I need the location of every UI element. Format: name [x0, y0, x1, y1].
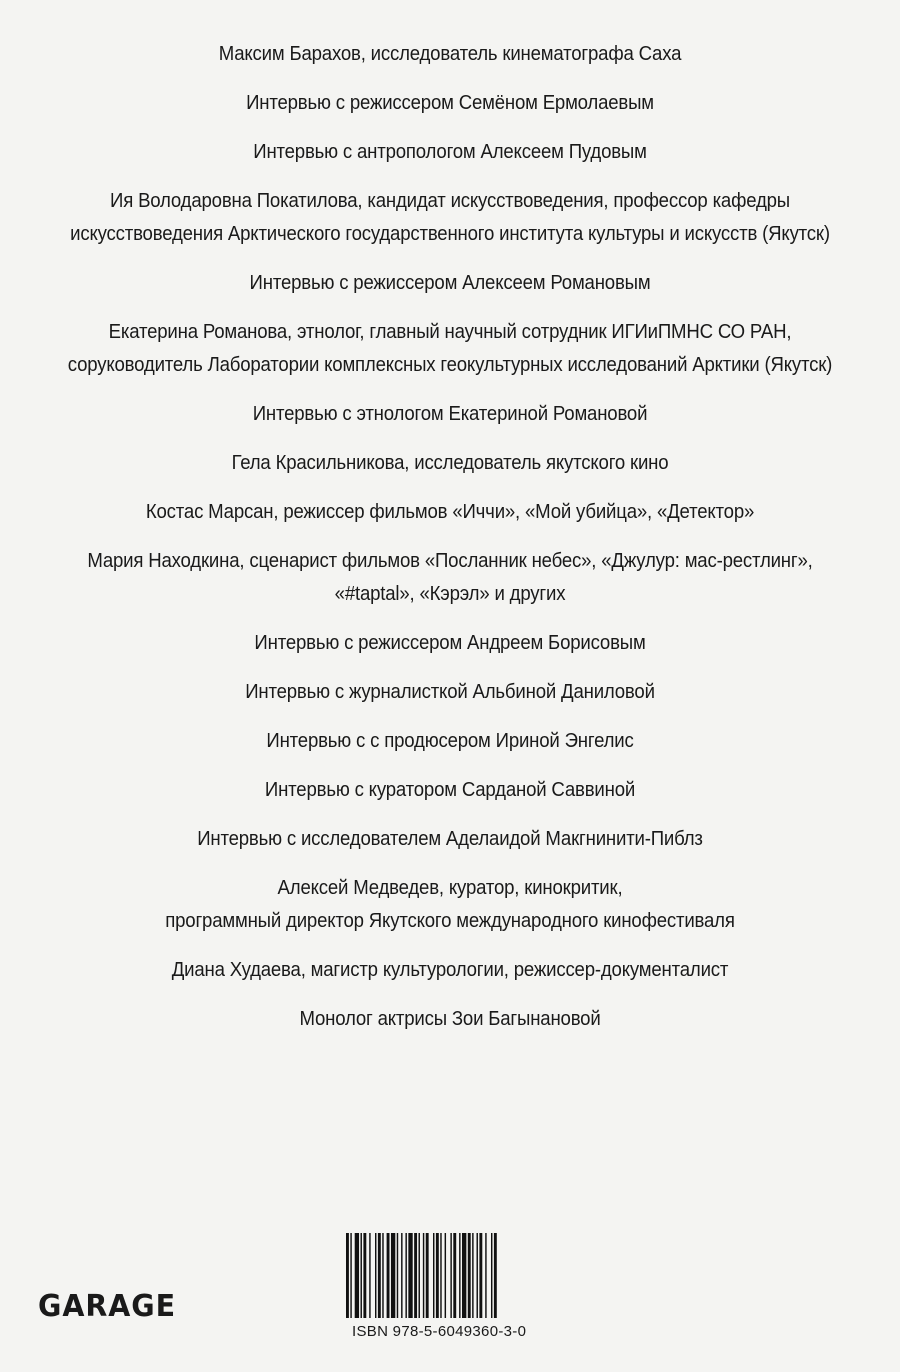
barcode-bar	[408, 1233, 412, 1318]
garage-logo: GARAGE	[38, 1289, 177, 1324]
entry-line: Костас Марсан, режиссер фильмов «Иччи», «Мой убийца», «Детектор»	[145, 501, 755, 523]
contents-entry	[50, 38, 850, 71]
entry-line: Интервью с этнологом Екатериной Романовой	[252, 403, 648, 425]
barcode-bar	[472, 1233, 473, 1318]
barcode-icon	[346, 1233, 552, 1318]
barcode-bar	[479, 1233, 482, 1318]
contents-entry	[50, 627, 850, 660]
entry-line: искусствоведения Арктического государственного института культуры и искусств (Якутск)	[70, 223, 830, 245]
barcode-bar	[361, 1233, 362, 1318]
entry-line: Мария Находкина, сценарист фильмов «Посланник небес», «Джулур: мас-рестлинг»,	[87, 550, 813, 572]
barcode-bar	[369, 1233, 370, 1318]
contents-entry	[50, 872, 850, 938]
entry-line: соруководитель Лаборатории комплексных геокультурных исследований Арктики (Якутск)	[67, 354, 833, 376]
barcode-bar	[419, 1233, 420, 1318]
barcode-bar	[401, 1233, 402, 1318]
barcode-bar	[453, 1233, 456, 1318]
contents-entry	[50, 398, 850, 431]
entry-line: Алексей Медведев, куратор, кинокритик,	[277, 877, 623, 899]
barcode-bar	[462, 1233, 466, 1318]
barcode-bar	[485, 1233, 486, 1318]
entry-line: Максим Барахов, исследователь кинематографа Саха	[218, 43, 682, 65]
barcode-bar	[423, 1233, 424, 1318]
barcode-bar	[387, 1233, 390, 1318]
barcode-bar	[397, 1233, 398, 1318]
contents-entry	[50, 725, 850, 758]
contents-entry	[50, 136, 850, 169]
barcode-bar	[445, 1233, 446, 1318]
barcode-bar	[382, 1233, 383, 1318]
barcode-bar	[436, 1233, 439, 1318]
entry-line: Интервью с исследователем Аделаидой Макгнинити-Пиблз	[197, 828, 703, 850]
entry-line: «#taptal», «Кэрэл» и других	[334, 583, 566, 605]
entry-line: Интервью с журналисткой Альбиной Даниловой	[245, 681, 655, 703]
contents-entry	[50, 316, 850, 382]
contents-entry	[50, 1003, 850, 1036]
entry-line: Интервью с режиссером Андреем Борисовым	[254, 632, 646, 654]
entry-line: Интервью с куратором Сарданой Саввиной	[264, 779, 636, 801]
contents-entry	[50, 267, 850, 300]
barcode-bar	[391, 1233, 395, 1318]
barcode-bar	[414, 1233, 417, 1318]
entry-line: Гела Красильникова, исследователь якутского кино	[231, 452, 669, 474]
barcode-bar	[494, 1233, 497, 1318]
barcode-bar	[375, 1233, 376, 1318]
entry-line: Интервью с режиссером Семёном Ермолаевым	[246, 92, 654, 114]
contents-entry	[50, 447, 850, 480]
contents-entry	[50, 676, 850, 709]
barcode-bar	[433, 1233, 434, 1318]
barcode-bar	[459, 1233, 460, 1318]
contents-entry	[50, 185, 850, 251]
contents-entry	[50, 954, 850, 987]
entry-line: Интервью с антропологом Алексеем Пудовым	[253, 141, 647, 163]
entry-line: Интервью с с продюсером Ириной Энгелис	[266, 730, 634, 752]
contents-entry	[50, 545, 850, 611]
barcode-bar	[350, 1233, 351, 1318]
contents-entry	[50, 774, 850, 807]
barcode-bar	[363, 1233, 366, 1318]
contents-entry	[50, 496, 850, 529]
contents-entry	[50, 823, 850, 856]
barcode-bar	[355, 1233, 359, 1318]
entry-line: Екатерина Романова, этнолог, главный научный сотрудник ИГИиПМНС СО РАН,	[108, 321, 792, 343]
barcode-bar	[450, 1233, 451, 1318]
contents-entry	[50, 87, 850, 120]
barcode-bar	[346, 1233, 349, 1318]
barcode-bar	[440, 1233, 441, 1318]
entry-line: Интервью с режиссером Алексеем Романовым	[249, 272, 651, 294]
entry-line: Монолог актрисы Зои Багынановой	[299, 1008, 601, 1030]
isbn-number: ISBN 978-5-6049360-3-0	[352, 1323, 527, 1340]
entry-line: Диана Худаева, магистр культурологии, режиссер-документалист	[171, 959, 729, 981]
barcode-bar	[378, 1233, 381, 1318]
barcode-bar	[426, 1233, 429, 1318]
barcode-bar	[477, 1233, 478, 1318]
barcode-bar	[491, 1233, 492, 1318]
entry-line: программный директор Якутского международного кинофестиваля	[165, 910, 735, 932]
barcode-bar	[468, 1233, 471, 1318]
entry-line: Ия Володаровна Покатилова, кандидат искусствоведения, профессор кафедры	[110, 190, 790, 212]
contents-list	[20, 38, 880, 1052]
barcode-bar	[405, 1233, 406, 1318]
